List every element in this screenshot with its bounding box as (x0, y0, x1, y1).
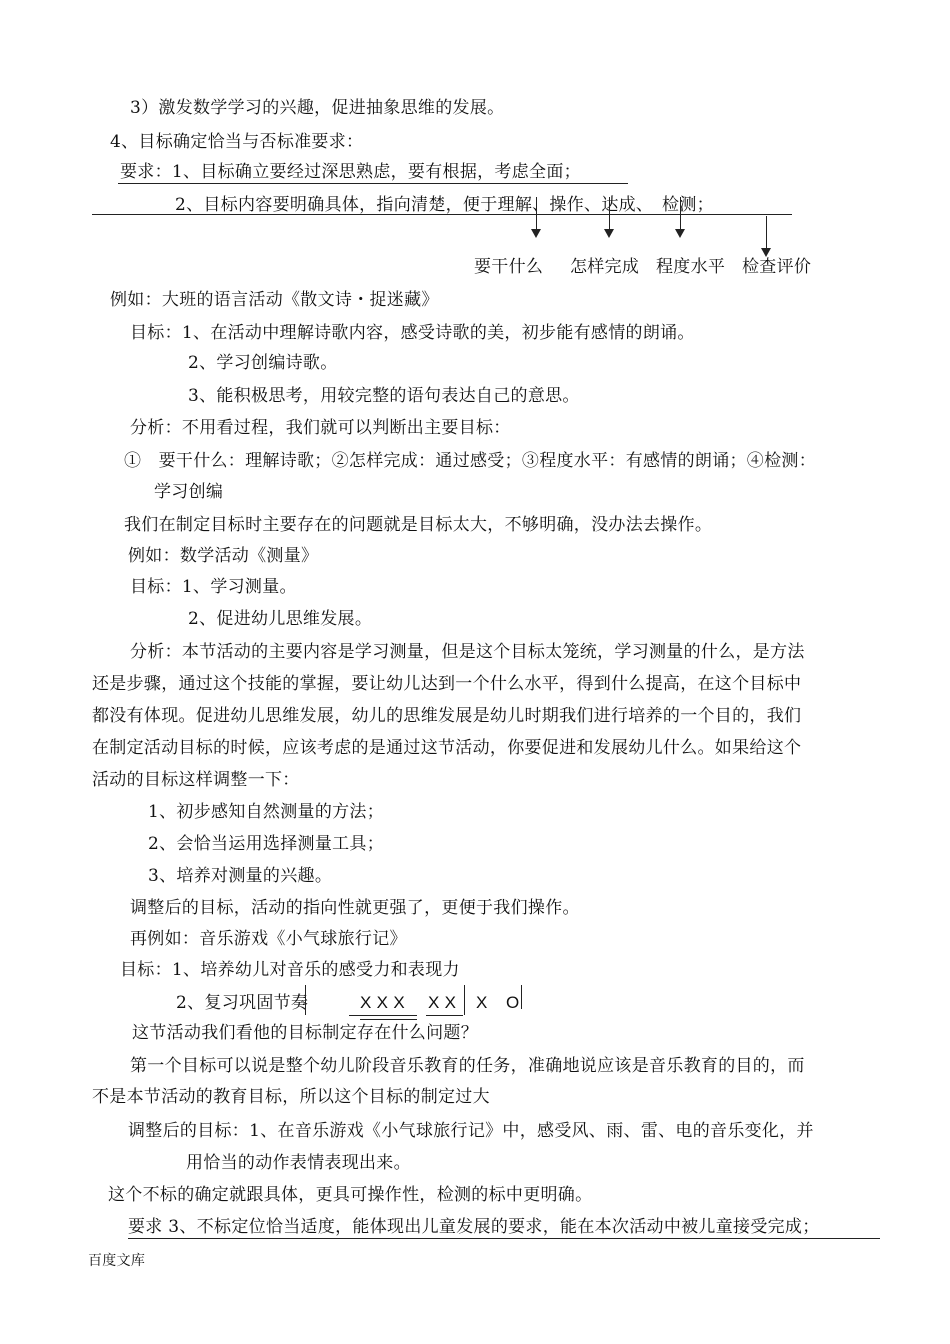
text-line: 调整后的目标，活动的指向性就更强了，更便于我们操作。 (130, 898, 580, 918)
text-line: 4、目标确定恰当与否标准要求： (110, 132, 364, 152)
requirement-2-line: 2、目标内容要明确具体，指向清楚，便于理解、操作、达成、 检测； (175, 195, 714, 215)
rhythm-barline (305, 985, 306, 1015)
rhythm-beam (349, 1015, 417, 1016)
text-line: 都没有体现。促进幼儿思维发展，幼儿的思维发展是幼儿时期我们进行培养的一个目的，我们 (92, 706, 802, 726)
rhythm-notes: X X X (360, 993, 405, 1012)
rhythm-barline (521, 985, 522, 1009)
text-line: 2、学习创编诗歌。 (188, 353, 338, 373)
text-line: 在制定活动目标的时候，应该考虑的是通过这节活动，你要促进和发展幼儿什么。如果给这个 (92, 738, 802, 758)
underline (128, 1238, 880, 1239)
requirement-1-line: 要求：1、目标确立要经过深思熟虑，要有根据，考虑全面； (120, 162, 581, 182)
arrow-label: 程度水平 (656, 257, 726, 277)
footer-text: 百度文库 (88, 1253, 146, 1269)
text-line: 第一个目标可以说是整个幼儿阶段音乐教育的任务，准确地说应该是音乐教育的目的，而 (130, 1056, 805, 1076)
arrow-down-icon (675, 229, 685, 238)
text-line: 目标：1、培养幼儿对音乐的感受力和表现力 (120, 960, 460, 980)
text-line: 2、促进幼儿思维发展。 (188, 609, 373, 629)
text-line: 1、初步感知自然测量的方法； (148, 802, 385, 822)
arrow-down-icon (604, 229, 614, 238)
rhythm-barline (464, 985, 465, 1015)
text-line: 3、能积极思考，用较完整的语句表达自己的意思。 (188, 386, 580, 406)
arrow-line (609, 197, 610, 230)
text-line: 例如：大班的语言活动《散文诗・捉迷藏》 (110, 290, 439, 310)
rhythm-notes: X (476, 993, 488, 1012)
text-line: 要求 3、不标定位恰当适度，能体现出儿童发展的要求，能在本次活动中被儿童接受完成； (128, 1217, 820, 1237)
text-line: 分析：本节活动的主要内容是学习测量，但是这个目标太笼统，学习测量的什么，是方法 (130, 642, 805, 662)
text-line: 用恰当的动作表情表现出来。 (186, 1153, 411, 1173)
text-line: 目标：1、在活动中理解诗歌内容，感受诗歌的美，初步能有感情的朗诵。 (130, 323, 695, 343)
text-line: 我们在制定目标时主要存在的问题就是目标太大，不够明确，没办法去操作。 (124, 515, 713, 535)
text-line: 例如：数学活动《测量》 (128, 546, 319, 566)
text-line: 3、培养对测量的兴趣。 (148, 866, 333, 886)
text-line: 调整后的目标：1、在音乐游戏《小气球旅行记》中，感受风、雨、雷、电的音乐变化，并 (128, 1121, 814, 1141)
text-line: 学习创编 (154, 482, 224, 502)
text-line: 这节活动我们看他的目标制定存在什么问题？ (132, 1023, 478, 1043)
arrow-line (536, 197, 537, 230)
text-line: 3）激发数学学习的兴趣，促进抽象思维的发展。 (130, 98, 505, 118)
text-line: 不是本节活动的教育目标，所以这个目标的制定过大 (92, 1087, 490, 1107)
arrow-label: 要干什么 (474, 257, 544, 277)
text-line: 2、复习巩固节奏 (176, 993, 309, 1013)
text-line: 还是步骤，通过这个技能的掌握，要让幼儿达到一个什么水平，得到什么提高，在这个目标中 (92, 674, 802, 694)
arrow-line (680, 197, 681, 230)
arrow-line (766, 216, 767, 249)
text-line: 再例如：音乐游戏《小气球旅行记》 (130, 929, 407, 949)
rhythm-notes: X X (428, 993, 457, 1012)
arrow-label: 检查评价 (742, 257, 812, 277)
text-line: 目标：1、学习测量。 (130, 577, 297, 597)
rhythm-notes: O (506, 993, 520, 1012)
arrow-label: 怎样完成 (570, 257, 640, 277)
text-line: 活动的目标这样调整一下： (92, 770, 300, 790)
text-line: ① 要干什么：理解诗歌；②怎样完成：通过感受；③程度水平：有感情的朗诵；④检测： (124, 451, 816, 471)
text-line: 这个不标的确定就跟具体，更具可操作性，检测的标中更明确。 (108, 1185, 593, 1205)
rhythm-beam (360, 1019, 417, 1020)
underline (92, 214, 792, 215)
text-line: 2、会恰当运用选择测量工具； (148, 834, 385, 854)
rhythm-beam (426, 1015, 463, 1016)
text-line: 分析：不用看过程，我们就可以判断出主要目标： (130, 418, 511, 438)
arrow-down-icon (531, 229, 541, 238)
underline (118, 183, 628, 184)
